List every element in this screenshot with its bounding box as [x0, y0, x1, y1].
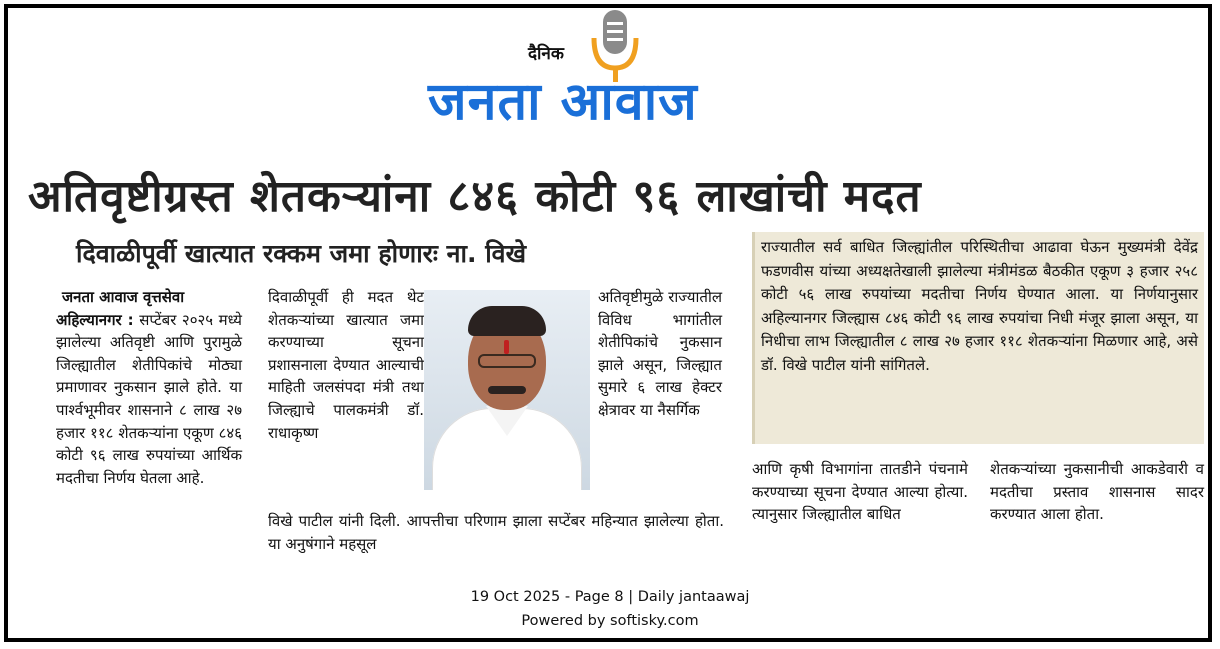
article-column-2: दिवाळीपूर्वी ही मदत थेट शेतकऱ्यांच्या खात्यात जमा करण्याच्या सूचना प्रशासनाला देण्यात आल्याची माहिती जलसंपदा मंत्री तथा जिल्ह्याचे पालकमंत्री डॉ. राधाकृष्ण — [268, 288, 424, 442]
daily-label: दैनिक — [528, 44, 564, 64]
article-column-2-continued: विखे पाटील यांनी दिली. आपत्तीचा परिणाम झाला सप्टेंबर महिन्यात झालेल्या होता. या अनुषंगाने महसूल — [268, 512, 724, 553]
subheadline: दिवाळीपूर्वी खात्यात रक्कम जमा होणारः ना. विखे — [76, 239, 527, 268]
article-column-3: अतिवृष्टीमुळे राज्यातील विविध भागांतील शेतीपिकांचे नुकसान झाले असून, जिल्ह्यात सुमारे ६ लाख हेक्टर क्षेत्रावर या नैसर्गिक — [598, 288, 722, 419]
powered-by: Powered by softisky.com — [521, 613, 699, 629]
highlight-box: राज्यातील सर्व बाधित जिल्ह्यांतील परिस्थितीचा आढावा घेऊन मुख्यमंत्री देवेंद्र फडणवीस यांच्या अध्यक्षतेखाली झालेल्या मंत्रीमंडळ बैठकीत एकूण ३ हजार २५८ कोटी ५६ लाख रुपयांच्या मदतीचा निर्णय घेण्यात आला. या निर्णयानुसार अहिल्यानगर जिल्ह्यास ८४६ कोटी ९६ लाख रुपयांचा निधी मंजूर झाला असून, या निधीचा लाभ जिल्ह्यातील ८ लाख २७ हजार ११८ शेतकऱ्यांना मिळणार आहे, असे डॉ. विखे पाटील यांनी सांगितले. — [752, 232, 1204, 444]
article-column-1 — [56, 286, 242, 489]
photo-hair — [468, 306, 546, 336]
headline: अतिवृष्टीग्रस्त शेतकऱ्यांना ८४६ कोटी ९६ लाखांची मदत — [28, 171, 922, 222]
photo-tilak — [504, 340, 509, 354]
edition-info: 19 Oct 2025 - Page 8 | Daily jantaawaj — [470, 589, 750, 605]
photo-glasses — [478, 354, 536, 368]
article-column-4: आणि कृषी विभागांना तातडीने पंचनामे करण्याच्या सूचना देण्यात आल्या होत्या. त्यानुसार जिल्ह्यातील बाधित — [752, 460, 968, 524]
masthead — [428, 8, 798, 132]
column-1-text: सप्टेंबर २०२५ मध्ये झालेल्या अतिवृष्टी आणि पुरामुळे जिल्ह्यातील शेतीपिकांचे मोठ्या प्रमाणावर नुकसान झाले होते. या पार्श्वभूमीवर शासनाने ८ लाख २७ हजार ११८ शेतकऱ्यांना एकूण ८४६ कोटी ९६ लाख रुपयांच्या आर्थिक मदतीचा निर्णय घेतला आहे. — [56, 310, 242, 487]
minister-photo — [424, 290, 590, 490]
dateline: अहिल्यानगर : — [56, 310, 134, 329]
byline: जनता आवाज वृत्तसेवा — [62, 288, 185, 306]
brand-name: जनता आवाज — [428, 72, 698, 132]
photo-mustache — [488, 386, 526, 394]
article-column-5: शेतकऱ्यांच्या नुकसानीची आकडेवारी व मदतीचा प्रस्ताव शासनास सादर करण्यात आला होता. — [990, 460, 1204, 524]
